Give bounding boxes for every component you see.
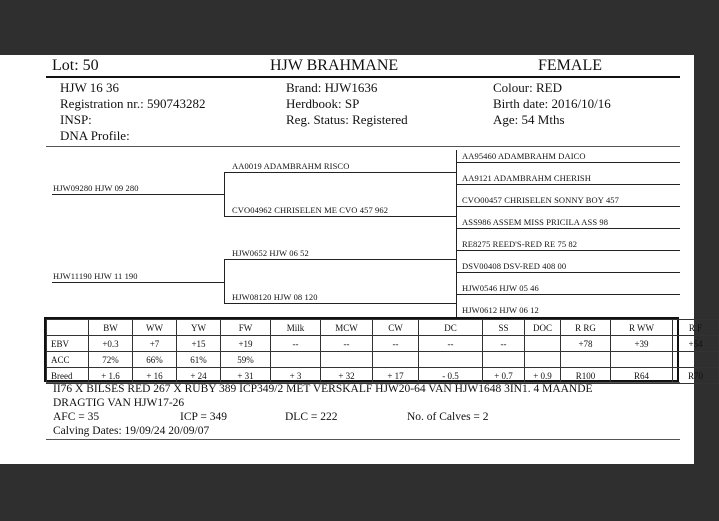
remarks-line-2: DRAGTIG VAN HJW17-26 xyxy=(53,397,185,409)
ebv-cell: + 31 xyxy=(221,368,271,384)
ebv-cell: R64 xyxy=(611,368,673,384)
icp-value: ICP = 349 xyxy=(180,411,227,423)
pedigree-ggp-3: CVO00457 CHRISELEN SONNY BOY 457 xyxy=(462,195,619,205)
ebv-header-cell: R F xyxy=(673,320,719,336)
ebv-cell xyxy=(673,352,719,368)
pedigree-sire-sire: AA0019 ADAMBRAHM RISCO xyxy=(232,161,350,171)
ebv-cell: -- xyxy=(271,336,321,352)
ebv-cell: + 32 xyxy=(321,368,373,384)
ebv-cell: -- xyxy=(373,336,419,352)
remarks-line-1: II76 X BILSES RED 267 X RUBY 389 ICP349/2 MET VERSKALF HJW20-64 VAN HJW1648 3IN1. 4 MAANDE xyxy=(53,383,593,395)
ebv-header-cell: CW xyxy=(373,320,419,336)
ebv-cell: + 0.7 xyxy=(483,368,525,384)
ebv-cell: 66% xyxy=(133,352,177,368)
ebv-cell: -- xyxy=(483,336,525,352)
pedigree-dam-dam: HJW08120 HJW 08 120 xyxy=(232,292,318,302)
ebv-header-cell: WW xyxy=(133,320,177,336)
pedigree-ggp-2: AA9121 ADAMBRAHM CHERISH xyxy=(462,173,591,183)
ebv-cell: +0.3 xyxy=(89,336,133,352)
pedigree-sire: HJW09280 HJW 09 280 xyxy=(53,183,139,193)
ebv-cell xyxy=(611,352,673,368)
ebv-header-cell: R WW xyxy=(611,320,673,336)
ebv-header-cell: FW xyxy=(221,320,271,336)
ebv-header-cell: SS xyxy=(483,320,525,336)
ebv-cell: R70 xyxy=(673,368,719,384)
pedigree-ggp-7: HJW0546 HJW 05 46 xyxy=(462,283,539,293)
pedigree-dam-sire: HJW0652 HJW 06 52 xyxy=(232,248,309,258)
ebv-cell xyxy=(561,352,611,368)
calves-count: No. of Calves = 2 xyxy=(407,411,489,423)
ebv-cell: + 17 xyxy=(373,368,419,384)
insp-field: INSP: xyxy=(60,112,92,127)
animal-id: HJW 16 36 xyxy=(60,80,119,95)
animal-name: HJW BRAHMANE xyxy=(270,57,399,74)
registration-number: Registration nr.: 590743282 xyxy=(60,96,206,111)
pedigree-dam: HJW11190 HJW 11 190 xyxy=(53,271,138,281)
ebv-header-row xyxy=(47,320,719,336)
ebv-cell: - 0.5 xyxy=(419,368,483,384)
ebv-row-label: EBV xyxy=(47,336,89,352)
ebv-cell: -- xyxy=(419,336,483,352)
ebv-cell: R100 xyxy=(561,368,611,384)
ebv-cell: + 0.9 xyxy=(525,368,561,384)
ebv-cell: 72% xyxy=(89,352,133,368)
ebv-cell xyxy=(525,352,561,368)
ebv-row xyxy=(47,336,719,352)
info-rule xyxy=(46,146,680,147)
ebv-row-label: Breed xyxy=(47,368,89,384)
ebv-cell: + 24 xyxy=(177,368,221,384)
ebv-cell: +78 xyxy=(561,336,611,352)
ebv-cell: + 1.6 xyxy=(89,368,133,384)
ebv-header-cell: DOC xyxy=(525,320,561,336)
ebv-cell xyxy=(419,352,483,368)
ebv-cell: +15 xyxy=(177,336,221,352)
reg-status: Reg. Status: Registered xyxy=(286,112,408,127)
ebv-cell: +54 xyxy=(673,336,719,352)
ebv-cell: +39 xyxy=(611,336,673,352)
colour: Colour: RED xyxy=(493,80,562,95)
ebv-cell xyxy=(271,352,321,368)
ebv-cell: + 16 xyxy=(133,368,177,384)
brand: Brand: HJW1636 xyxy=(286,80,378,95)
lot-sheet xyxy=(0,55,703,464)
ebv-cell: +19 xyxy=(221,336,271,352)
ebv-header-cell: DC xyxy=(419,320,483,336)
ebv-cell: + 3 xyxy=(271,368,321,384)
calving-dates: Calving Dates: 19/09/24 20/09/07 xyxy=(53,425,210,437)
ebv-header-cell: R RG xyxy=(561,320,611,336)
ebv-header-cell: MCW xyxy=(321,320,373,336)
ebv-cell xyxy=(525,336,561,352)
ebv-header-cell xyxy=(47,320,89,336)
ebv-row-label: ACC xyxy=(47,352,89,368)
ebv-cell xyxy=(483,352,525,368)
header-rule xyxy=(46,76,680,78)
ebv-cell xyxy=(321,352,373,368)
pedigree-ggp-6: DSV00408 DSV-RED 408 00 xyxy=(462,261,567,271)
ebv-header-cell: BW xyxy=(89,320,133,336)
animal-sex: FEMALE xyxy=(538,57,602,74)
ebv-cell xyxy=(373,352,419,368)
ebv-cell: -- xyxy=(321,336,373,352)
ebv-table xyxy=(46,319,719,384)
ebv-cell: 59% xyxy=(221,352,271,368)
dna-profile: DNA Profile: xyxy=(60,128,130,143)
pedigree-ggp-5: RE8275 REED'S-RED RE 75 82 xyxy=(462,239,578,249)
pedigree-ggp-8: HJW0612 HJW 06 12 xyxy=(462,305,539,315)
pedigree-ggp-1: AA95460 ADAMBRAHM DAICO xyxy=(462,151,586,161)
ebv-header-cell: YW xyxy=(177,320,221,336)
pedigree-sire-dam: CVO04962 CHRISELEN ME CVO 457 962 xyxy=(232,205,389,215)
ebv-row xyxy=(47,352,719,368)
birth-date: Birth date: 2016/10/16 xyxy=(493,96,611,111)
herdbook: Herdbook: SP xyxy=(286,96,360,111)
afc-value: AFC = 35 xyxy=(53,411,100,423)
age: Age: 54 Mths xyxy=(493,112,565,127)
ebv-cell: +7 xyxy=(133,336,177,352)
pedigree-ggp-4: ASS986 ASSEM MISS PRICILA ASS 98 xyxy=(462,217,609,227)
dlc-value: DLC = 222 xyxy=(285,411,338,423)
lot-number: Lot: 50 xyxy=(52,57,99,74)
ebv-cell: 61% xyxy=(177,352,221,368)
ebv-header-cell: Milk xyxy=(271,320,321,336)
